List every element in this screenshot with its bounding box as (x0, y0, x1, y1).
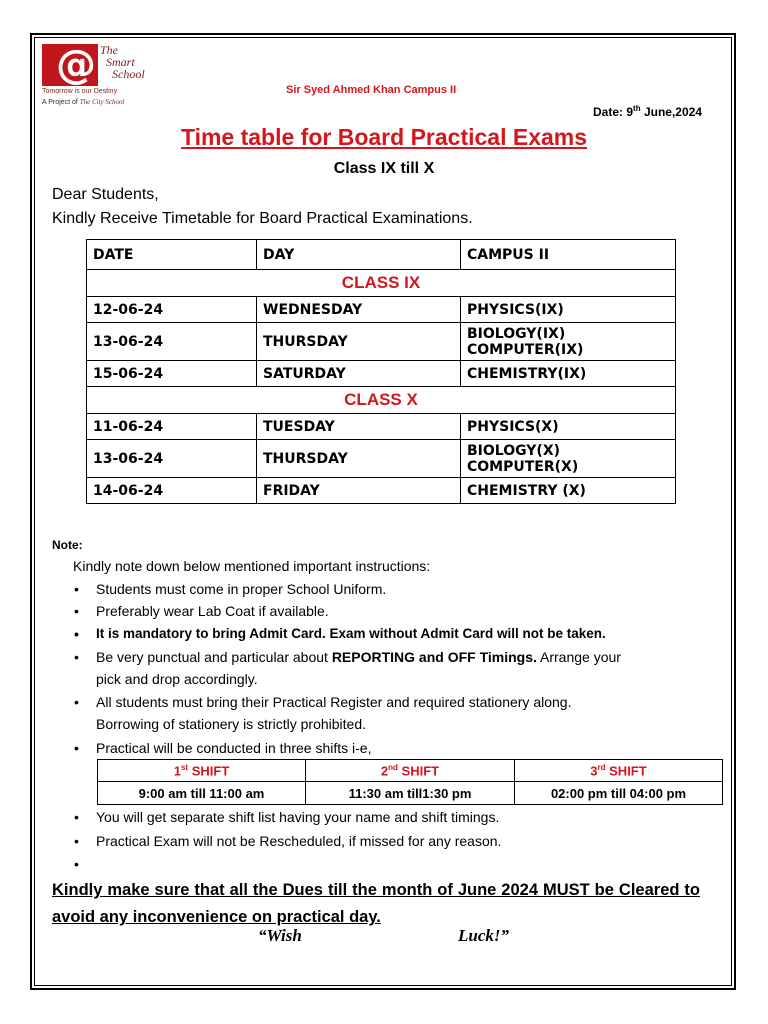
bullet-icon: • (74, 649, 79, 665)
cell-day: FRIDAY (257, 478, 461, 504)
table-row (87, 478, 676, 504)
exam-timetable (86, 239, 676, 504)
bullet-icon: • (74, 833, 79, 849)
cell-day: WEDNESDAY (257, 297, 461, 323)
cell-date: 12-06-24 (87, 297, 257, 323)
cell-subject: BIOLOGY(X) COMPUTER(X) (461, 440, 676, 478)
bullet-icon: • (74, 626, 79, 642)
greeting: Dear Students, (52, 186, 159, 203)
section-row (87, 270, 676, 297)
page-title: Time table for Board Practical Exams (180, 124, 588, 150)
section-class-ix: CLASS IX (87, 270, 676, 297)
header-date: DATE (87, 240, 257, 270)
cell-subject: PHYSICS(X) (461, 414, 676, 440)
shift-1-time: 9:00 am till 11:00 am (98, 782, 306, 805)
header-campus: CAMPUS II (461, 240, 676, 270)
table-row (87, 440, 676, 478)
logo-tagline: Tomorrow is our Destiny (42, 88, 118, 95)
cell-subject: CHEMISTRY(IX) (461, 361, 676, 387)
table-row (87, 323, 676, 361)
cell-date: 13-06-24 (87, 323, 257, 361)
bullet-icon: • (74, 856, 79, 872)
shift-2-header: 2nd SHIFT (306, 760, 515, 782)
logo-school-name: The Smart School (100, 43, 145, 81)
table-row (87, 297, 676, 323)
cell-day: SATURDAY (257, 361, 461, 387)
shift-timings-table (97, 759, 723, 805)
note-label: Note: (52, 538, 83, 552)
cell-date: 15-06-24 (87, 361, 257, 387)
cell-subject: PHYSICS(IX) (461, 297, 676, 323)
shift-1-header: 1st SHIFT (98, 760, 306, 782)
class-range: Class IX till X (333, 160, 435, 177)
cell-date: 14-06-24 (87, 478, 257, 504)
section-row (87, 387, 676, 414)
cell-subject: CHEMISTRY (X) (461, 478, 676, 504)
bullet-icon: • (74, 603, 79, 619)
bullet-icon: • (74, 809, 79, 825)
shift-3-time: 02:00 pm till 04:00 pm (515, 782, 723, 805)
table-row (87, 361, 676, 387)
dues-notice: Kindly make sure that all the Dues till the month of June 2024 MUST be Cleared to avoid any inconvenience on practical day. (52, 881, 700, 926)
shift-2-time: 11:30 am till1:30 pm (306, 782, 515, 805)
shift-time-row (98, 782, 723, 805)
section-class-x: CLASS X (87, 387, 676, 414)
campus-name: Sir Syed Ahmed Khan Campus II (286, 84, 457, 96)
bullet-icon: • (74, 581, 79, 597)
table-header-row (87, 240, 676, 270)
cell-date: 13-06-24 (87, 440, 257, 478)
shift-3-header: 3rd SHIFT (515, 760, 723, 782)
wish-text: “Wish (258, 926, 302, 945)
document-date: Date: 9th June,2024 (593, 104, 702, 119)
school-logo (42, 44, 152, 110)
logo-project-line: A Project of The City School (42, 98, 125, 106)
table-row (87, 414, 676, 440)
note-intro: Kindly note down below mentioned important instructions: (73, 558, 431, 574)
at-symbol-logo-icon: @ (42, 44, 98, 86)
cell-day: THURSDAY (257, 440, 461, 478)
bullet-icon: • (74, 694, 79, 710)
shift-header-row (98, 760, 723, 782)
cell-day: THURSDAY (257, 323, 461, 361)
header-day: DAY (257, 240, 461, 270)
intro-text: Kindly Receive Timetable for Board Practical Examinations. (52, 210, 473, 227)
cell-subject: BIOLOGY(IX) COMPUTER(IX) (461, 323, 676, 361)
cell-date: 11-06-24 (87, 414, 257, 440)
luck-text: Luck!” (458, 926, 509, 945)
bullet-icon: • (74, 740, 79, 756)
cell-day: TUESDAY (257, 414, 461, 440)
